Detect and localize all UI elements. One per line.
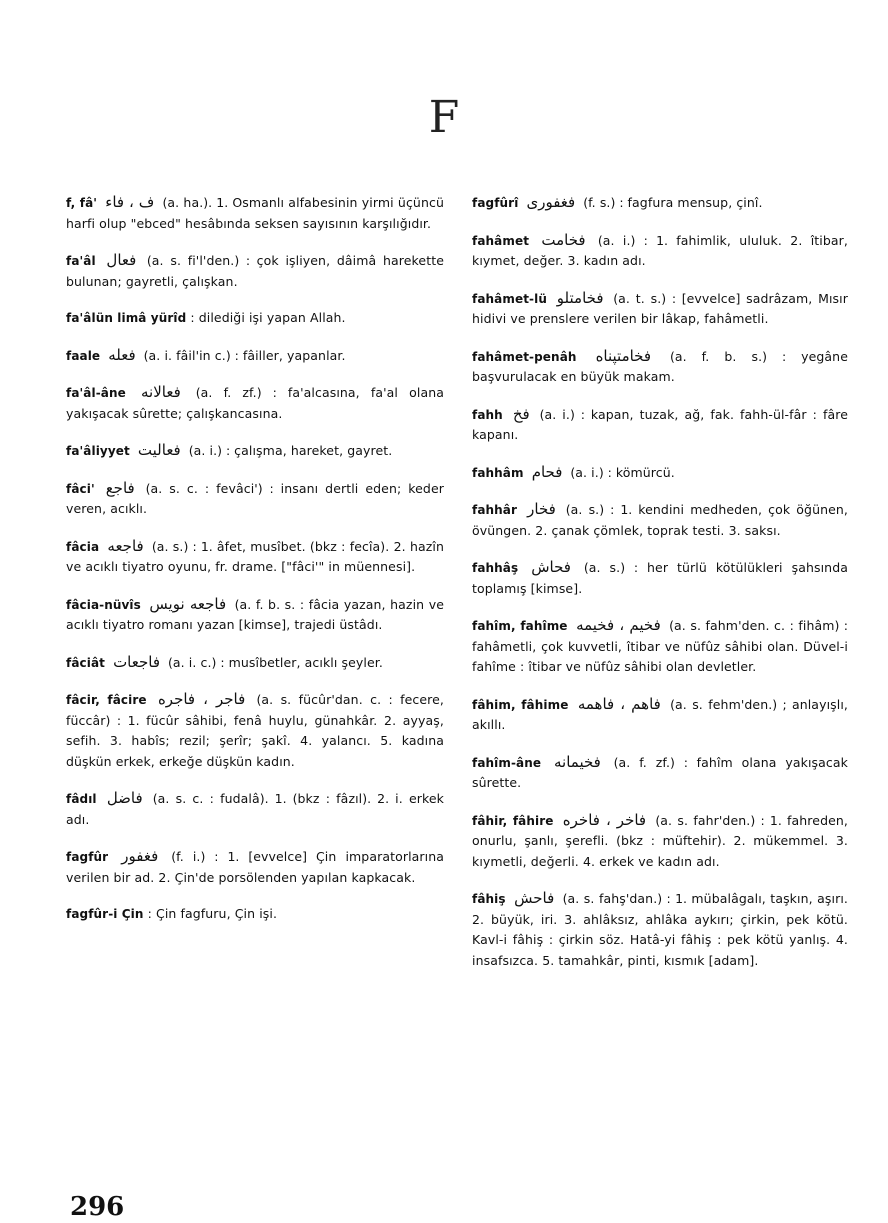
entry-definition: (a. i.) : kömürcü.	[570, 464, 675, 480]
entry-definition: (a. i.) : kapan, tuzak, ağ, fak. fahh-ül-fâr : fâre kapanı.	[472, 406, 848, 442]
entry-definition: (a. s.) : 1. kendini medheden, çok öğünen, övüngen. 2. çanak çömlek, toprak testi. 3. saksı.	[472, 502, 848, 538]
dictionary-entry	[472, 557, 848, 599]
entry-headword: fahh	[472, 407, 503, 422]
dictionary-entry	[472, 499, 848, 541]
dictionary-entry	[66, 308, 444, 329]
entry-headword: fâcia	[66, 539, 100, 554]
entry-headword: fahâmet	[472, 233, 530, 248]
entry-headword: f, fâ'	[66, 196, 98, 210]
entry-definition: : dilediği işi yapan Allah.	[190, 310, 346, 325]
dictionary-entry	[472, 615, 848, 678]
entry-headword: fahâmet-lü	[472, 291, 547, 306]
entry-headword: fahhâr	[472, 503, 518, 517]
entry-definition: (a. s. c. : fevâci') : insanı dertli eden; keder veren, acıklı.	[66, 480, 444, 516]
entry-arabic-script: فخ	[512, 404, 530, 423]
entry-headword: fahîm, fahîme	[472, 619, 568, 633]
dictionary-entry	[66, 440, 444, 462]
dictionary-entry	[66, 192, 444, 234]
dictionary-entry	[472, 694, 848, 736]
entry-headword: fagfûr	[66, 850, 109, 864]
entry-definition: (a. i.) : 1. fahimlik, ululuk. 2. îtibar, kıymet, değer. 3. kadın adı.	[472, 232, 848, 268]
dictionary-entry	[66, 382, 444, 424]
entry-definition: (a. f. zf.) : fa'alcasına, fa'al olana yakışacak sûrette; çalışkancasına.	[66, 385, 444, 421]
entry-arabic-script: فعالانه	[141, 383, 181, 401]
entry-definition: (a. ha.). 1. Osmanlı alfabesinin yirmi üçüncü harfi olup "ebced" hesâbında seksen sayısının karşılığıdır.	[66, 195, 444, 231]
entry-arabic-script: فاجعات	[113, 652, 161, 671]
dictionary-entry	[472, 810, 848, 873]
dictionary-entry	[66, 536, 444, 578]
entry-arabic-script: فاجعه	[107, 536, 144, 555]
entry-arabic-script: فخیم ، فخیمه	[576, 616, 661, 634]
dictionary-entry	[66, 846, 444, 888]
entry-definition: (a. s. fahr'den.) : 1. fahreden, onurlu, şanlı, şerefli. (bkz : müftehir). 2. mükemmel. 3. kıymetli, değerli. 4. erkek ve kadın adı.	[472, 812, 848, 869]
entry-headword: fahhâm	[472, 465, 524, 480]
dictionary-entry	[66, 478, 444, 520]
entry-headword: fâciât	[66, 655, 105, 670]
dictionary-entry	[472, 888, 848, 971]
entry-definition: (a. t. s.) : [evvelce] sadrâzam, Mısır hidivi ve prenslere verilen bir lâkap, fahâmetli.	[472, 290, 848, 326]
entry-arabic-script: فعاليت	[137, 441, 181, 459]
entry-arabic-script: فخیمانه	[554, 752, 601, 771]
entry-arabic-script: فغفوری	[526, 193, 576, 211]
entry-headword: fâhir, fâhire	[472, 813, 554, 828]
entry-arabic-script: فاجر ، فاجره	[157, 690, 246, 708]
entry-headword: faale	[66, 348, 101, 363]
entry-headword: fagfûr-i Çin	[66, 907, 144, 921]
entry-arabic-script: فخامت	[541, 230, 586, 249]
entry-headword: fâhim, fâhime	[472, 697, 569, 712]
entry-arabic-script: فاضل	[106, 789, 143, 807]
entry-arabic-script: فعله	[108, 345, 136, 364]
entry-arabic-script: فعال	[106, 251, 137, 269]
entry-arabic-script: ف ، فاء	[105, 193, 155, 211]
entry-headword: fagfûrî	[472, 196, 519, 210]
entry-definition: (f. s.) : fagfura mensup, çinî.	[583, 195, 763, 210]
entry-headword: fâhiş	[472, 892, 506, 906]
dictionary-entry	[472, 192, 848, 214]
dictionary-entry	[66, 345, 444, 367]
entry-definition: (a. s. fi'l'den.) : çok işliyen, dâimâ harekette bulunan; gayretli, çalışkan.	[66, 253, 444, 289]
entry-arabic-script: فاهم ، فاهمه	[577, 694, 661, 713]
entry-definition: (a. f. b. s. : fâcia yazan, hazin ve acıklı tiyatro romanı yazan [kimse], trajedi üstâdı.	[66, 596, 444, 632]
dictionary-entry	[472, 404, 848, 446]
entry-headword: fahâmet-penâh	[472, 349, 577, 364]
dictionary-entry	[472, 230, 848, 272]
dictionary-entry	[472, 752, 848, 794]
entry-definition: (a. f. b. s.) : yegâne başvurulacak en büyük makam.	[472, 348, 848, 384]
entry-definition: (a. s. fahm'den. c. : fihâm) : fahâmetli, çok kuvvetli, îtibar ve nüfûz sâhibi olan. Düvel-i fahîme : îtibar ve nüfûz sâhibi olan devletler.	[472, 618, 848, 674]
entry-headword: fa'âl-âne	[66, 386, 126, 400]
entry-arabic-script: فحام	[531, 462, 563, 481]
entry-headword: fâdıl	[66, 792, 97, 806]
entry-definition: (a. s.) : 1. âfet, musîbet. (bkz : fecîa). 2. hazîn ve acıklı tiyatro oyunu, fr. drame. ["fâci'" in müennesi].	[66, 538, 444, 574]
entry-arabic-script: فخامتپناه	[595, 346, 652, 365]
entry-headword: fa'âl	[66, 254, 96, 268]
entry-definition: (a. s. c. : fudalâ). 1. (bkz : fâzıl). 2. i. erkek adı.	[66, 791, 444, 827]
entry-definition: (a. i.) : çalışma, hareket, gayret.	[188, 443, 393, 458]
entry-definition: (a. i. fâil'in c.) : fâiller, yapanlar.	[143, 347, 346, 363]
section-letter: F	[428, 92, 460, 143]
entry-definition: : Çin fagfuru, Çin işi.	[147, 906, 278, 921]
entry-arabic-script: فاحش	[514, 889, 555, 907]
entry-arabic-script: فحاش	[531, 558, 571, 576]
entry-definition: (a. s.) : her türlü kötülükleri şahsında toplamış [kimse].	[472, 560, 848, 596]
entry-definition: (a. s. fehm'den.) ; anlayışlı, akıllı.	[472, 696, 848, 732]
entry-headword: fâcia-nüvîs	[66, 597, 141, 612]
right-column	[472, 192, 848, 987]
entry-headword: fa'âliyyet	[66, 444, 130, 458]
dictionary-entry	[66, 788, 444, 830]
dictionary-entry	[472, 462, 848, 484]
entry-definition: (a. i. c.) : musîbetler, acıklı şeyler.	[168, 654, 383, 670]
entry-arabic-script: فغفور	[121, 847, 159, 865]
entry-arabic-script: فاجعه نویس	[149, 594, 227, 613]
dictionary-entry	[66, 594, 444, 636]
dictionary-entry	[66, 652, 444, 674]
dictionary-entry	[472, 288, 848, 330]
entry-definition: (a. f. zf.) : fahîm olana yakışacak sûrette.	[472, 754, 848, 790]
dictionary-entry	[66, 689, 444, 772]
entry-headword: fâci'	[66, 481, 95, 496]
entry-headword: fahîm-âne	[472, 755, 542, 770]
entry-definition: (f. i.) : 1. [evvelce] Çin imparatorlarına verilen bir ad. 2. Çin'de porsölenden yapılan kapkacak.	[66, 849, 445, 885]
entry-arabic-script: فخار	[527, 500, 556, 518]
dictionary-entry	[472, 346, 848, 388]
left-column	[66, 192, 444, 941]
entry-arabic-script: فاخر ، فاخره	[562, 810, 647, 829]
entry-definition: (a. s. fahş'dan.) : 1. mübalâgalı, taşkın, aşırı. 2. büyük, iri. 3. ahlâksız, ahlâka aykırı; çirkin, pek kötü. Kavl-i fâhiş : çirkin söz. Hatâ-yi fâhiş : pek kötü yanlış. 4. insafsızca. 5. tamahkâr, pinti, kısmık [adam].	[472, 891, 848, 968]
entry-arabic-script: فخامتلو	[556, 288, 604, 307]
entry-headword: fâcir, fâcire	[66, 693, 147, 707]
entry-headword: fahhâş	[472, 561, 519, 575]
page-number: 296	[70, 1192, 125, 1222]
entry-definition: (a. s. fücûr'dan. c. : fecere, füccâr) : 1. fücûr sâhibi, fenâ huylu, günahkâr. 2. ayyaş, sefih. 3. habîs; rezil; şerîr; şakî. 4. yalancı. 5. kadına düşkün erkek, erkeğe düşkün kadın.	[66, 692, 445, 769]
entry-arabic-script: فاجع	[105, 478, 135, 497]
dictionary-entry	[66, 250, 444, 292]
dictionary-entry	[66, 904, 444, 925]
entry-headword: fa'âlün limâ yürîd	[66, 311, 187, 325]
